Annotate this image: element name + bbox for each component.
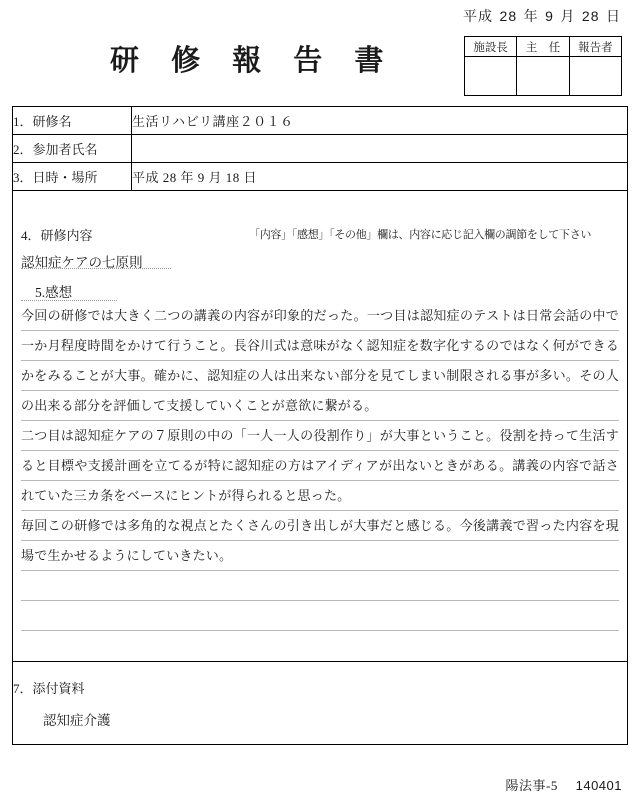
date-month-unit: 月 xyxy=(560,10,576,25)
approval-stamp-table xyxy=(464,36,622,96)
label-datetime: 3．日時・場所 xyxy=(13,163,132,191)
attachment-item: 認知症介護 xyxy=(43,712,111,728)
stamp-body-row xyxy=(465,57,622,96)
row-participant xyxy=(13,135,628,163)
row-training-name xyxy=(13,107,628,135)
date-year: 28 xyxy=(499,8,518,24)
paragraph-1: 今回の研修では大きく二つの講義の内容が印象的だった。一つ目は認知症のテストは日常会話の中で一か月程度時間をかけて行うこと。長谷川式は意味がなく認知症を数字化するのではなく何ができるかをみることが大事。確かに、認知症の人は出来ない部分を見てしまい制限される事が多い。その人の出来る部分を評価して支援していくことが意欲に繋がる。 xyxy=(21,308,619,413)
report-form-table xyxy=(12,106,628,745)
stamp-col-reporter: 報告者 xyxy=(569,37,621,57)
stamp-cell-chief[interactable] xyxy=(517,57,569,96)
content-section-heading: 5.感想 xyxy=(21,277,117,301)
label-participant: 2．参加者氏名 xyxy=(13,135,132,163)
content-header xyxy=(13,221,627,247)
label-attachment: 7．添付資料 xyxy=(13,680,85,696)
value-participant[interactable] xyxy=(132,135,628,163)
blank-writing-lines[interactable] xyxy=(21,571,619,631)
paragraph-2: 二つ目は認知症ケアの７原則の中の「一人一人の役割作り」が大事ということ。役割を持って生活すると目標や支援計画を立てるが特に認知症の方はアイディアが出ないときがある。講義の内容で話されていた三カ条をベースにヒントが得られると思った。 xyxy=(21,428,619,503)
row-datetime xyxy=(13,163,628,191)
content-body xyxy=(13,247,627,631)
stamp-col-chief: 主 任 xyxy=(517,37,569,57)
stamp-col-facility-head: 施設長 xyxy=(465,37,517,57)
content-paragraphs[interactable] xyxy=(21,301,619,571)
content-topic: 認知症ケアの七原則 xyxy=(21,247,171,269)
date-day: 28 xyxy=(581,8,600,24)
content-note: 「内容」「感想」「その他」欄は、内容に応じ記入欄の調節をして下さい xyxy=(249,229,592,241)
value-training-name[interactable]: 生活リハビリ講座２０１６ xyxy=(132,107,628,135)
header-date xyxy=(462,6,622,26)
row-content xyxy=(13,191,628,662)
footer-form-label: 陽法事-5 xyxy=(505,778,558,793)
footer-form-code: 140401 xyxy=(575,778,622,793)
label-training-name: 1．研修名 xyxy=(13,107,132,135)
date-day-unit: 日 xyxy=(606,10,621,25)
page-title: 研 修 報 告 書 xyxy=(110,43,395,77)
date-year-unit: 年 xyxy=(523,10,539,25)
date-era: 平成 xyxy=(463,10,494,25)
value-datetime[interactable]: 平成 28 年 9 月 18 日 xyxy=(132,163,628,191)
cell-training-content[interactable] xyxy=(13,191,628,662)
stamp-cell-reporter[interactable] xyxy=(569,57,621,96)
date-month: 9 xyxy=(545,8,554,24)
paragraph-3: 毎回この研修では多角的な視点とたくさんの引き出しが大事だと感じる。今後講義で習った内容を現場で生かせるようにしていきたい。 xyxy=(21,518,619,563)
row-attachment xyxy=(13,662,628,745)
stamp-cell-facility-head[interactable] xyxy=(465,57,517,96)
footer xyxy=(506,775,622,794)
label-content: 4．研修内容 xyxy=(21,228,93,243)
stamp-header-row xyxy=(465,37,622,57)
cell-attachment[interactable] xyxy=(13,662,628,745)
